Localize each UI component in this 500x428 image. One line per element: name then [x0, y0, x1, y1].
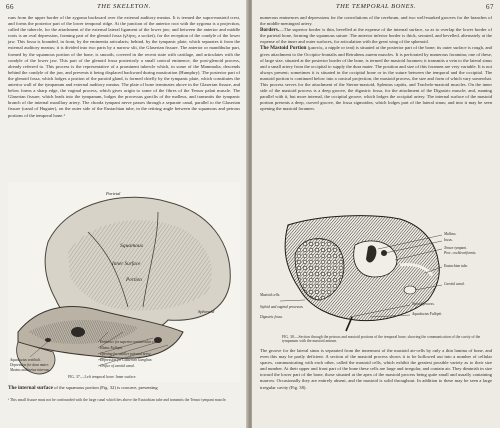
left-paragraph-2 — [8, 385, 240, 391]
fig38-label-incus: Incus. — [444, 238, 453, 242]
right-body-text-2 — [260, 348, 492, 391]
fig38-label-tensor-tympani: Tensor tympani. — [444, 246, 468, 250]
fig37-label-squamous: Squamous — [120, 243, 143, 249]
left-running-head: THE SKELETON. — [97, 3, 151, 10]
figure-37 — [8, 182, 240, 382]
fig38-label-malleus: Malleus. — [444, 232, 457, 236]
borders-heading: Borders. — [260, 27, 280, 34]
fig38-label-carotid: Carotid canal. — [444, 282, 465, 286]
temporal-bone-section-illustration — [260, 205, 492, 333]
borders-text: —The superior border is thin, bevelled at the expense of the internal surface, so as to overlap the lower border of the parietal bone, forming the squamous suture. The anterior inferior border is thick, serrated, and bevelled, alternately at the expense of the inner and outer surfaces, for articulation with the great wing of the sphenoid. — [260, 27, 492, 45]
figure-38 — [260, 205, 492, 333]
right-running-head: THE TEMPORAL BONES. — [336, 3, 416, 10]
fig38-label-eustachian: Eustachian tube. — [444, 264, 469, 268]
mastoid-text: (μαστός, a nipple or teat) is situated at the posterior part of the bone; its outer surface is rough, and gives attachment to the Occipito-frontalis and Retrahens aurem muscles. It is perforated by numerous foramina; one of these, of large size, situated at the posterior border of the bone, is termed the mastoid foramen; it transmits a vein to the lateral sinus and a small artery from the occipital to supply the dura mater. The position and size of this foramen are very variable. It is not always present; sometimes it is situated in the occipital bone or in the suture between the temporal and the occipital. The mastoid portion is continued below into a conical projection, the mastoid process, the size and form of which vary somewhat. This process serves for the attachment of the Sterno-mastoid, Splenius capitis, and Trachelo-mastoid muscles. On the inner side of the mastoid process is a deep groove, the digastric fossa, for the attachment of the Digastric muscle; and, running parallel with it, but more internal, the occipital groove, which lodges the occipital artery. The internal surface of the mastoid portion presents a deep, curved groove, the fossa sigmoidea, which lodges part of the lateral sinus; and into it may be seen opening the mastoid foramen. — [260, 45, 492, 112]
left-page — [0, 0, 248, 428]
fig37-label-gasserian: Depression for Gasserian Ganglion. — [100, 358, 153, 362]
fig37-label-petrosal: Opening for smaller petrosal nerve. — [100, 352, 152, 356]
fig38-label-aqueductus-fallopii: Aqueductus Fallopii. — [412, 312, 443, 316]
fig37-label-inner-surface: Inner Surface — [112, 261, 141, 267]
fig37-label-eminence: Eminence for superior semicircular canal. — [100, 340, 162, 344]
left-running-header — [6, 3, 242, 13]
fig37-caption: FIG. 37.—Left temporal bone. Inner surface. — [68, 375, 137, 379]
fig38-label-styloid: Styloid process. — [412, 302, 435, 306]
fig37-label-sphenoid: Sphenoid — [198, 309, 215, 314]
right-page-number: 67 — [486, 3, 494, 11]
left-page-number: 66 — [6, 3, 14, 11]
internal-surface-text: of the squamous portion (Fig. 32) is concave, presenting — [52, 385, 158, 390]
fig37-label-aqueductus-vestibuli: Aqueductus vestibuli. — [10, 358, 41, 362]
fig37-label-depression-dura: Depression for dura mater. — [10, 363, 49, 367]
fig38-label-digastric: Digastric fossa. — [260, 315, 283, 319]
fig37-label-hiatus-fallopii: Hiatus Fallopii. — [100, 346, 123, 350]
right-running-header — [258, 3, 494, 13]
mastoid-heading: The Mastoid Portion — [260, 45, 307, 52]
fig37-label-meatus-internus: Meatus auditorius internus. — [10, 368, 50, 372]
left-body-text-2 — [8, 385, 240, 391]
fig37-label-portion: Portion — [126, 277, 142, 283]
right-paragraph-2: The groove for the lateral sinus is separated from the innermost of the mastoid air-cells by only a thin lamina of bone, and even this may be partly deficient. A section of the mastoid process shows it to be hollowed out into a number of cellular spaces, communicating with each other, called the mastoid cells, which exhibit the greatest possible variety as to their size and number. At their upper and front part of the bone these cells are large and irregular, and contain air. They diminish in size toward the lower part of the bone, those situated at the apex of the mastoid process being quite small and usually containing marrow. Occasionally they are entirely absent, and the mastoid is solid throughout. In addition to these may be seen a large irregular cavity (Fig. 38). — [260, 348, 492, 390]
fig38-label-proc-cochleariformis: Proc. cochleariformis. — [444, 251, 477, 255]
left-paragraph-1: runs from the upper border of the zygoma backward over the external auditory meatus. It is termed the supra-mastoid crest, and forms the posterior part of the lower temporal ridge. At the junction of the anterior root with the zygoma is a projection, called the tubercle, for the attachment of the external lateral ligament of the lower jaw; and between the anterior and middle roots is an oval depression, forming part of the glenoid fossa (γλήνη, a socket), for the reception of the condyle of the lower jaw. This fossa is bounded, in front, by the eminentia articularis; behind, by the tympanic plate, which separates it from the external auditory meatus; it is divided into two parts by a narrow slit, the Glaserian fissure. The anterior or mandibular part, formed by the squamous portion of the bone, is smooth, covered in the recent state with cartilage, and articulates with the condyle of the lower jaw. This part of the glenoid fossa posteriorly a small conical eminence, the post-glenoid process, already referred to. This process is the representative of a prominent tubercle which, in some of the Mammalia, descends behind the condyle of the jaw, and prevents it being displaced backward during mastication (Humphry). The posterior part of the glenoid fossa, which lodges a portion of the parotid gland, is formed chiefly by the tympanic plate, which constitutes the anterior wall of the tympanum and external auditory meatus. The plate of bone terminates above in the Glaserian fissure, and below forms a sharp edge, the vaginal process, which gives origin to some of the fibres of the Tensor palati muscle. The Glaserian fissure, which leads into the tympanum, lodges the processus gracilis of the malleus, and transmits the tympanic branch of the internal maxillary artery. The chorda tympani nerve passes through a separate canal, parallel to the Glaserian fissure (canal of Huguier), on the outer side of the Eustachian tube, in the retiring angle between the squamous and petrous portions of the temporal bone.¹ — [8, 15, 240, 118]
right-paragraph-mastoid — [260, 45, 492, 112]
right-page — [252, 0, 500, 428]
fig38-label-styloid-vaginal: Styloid and vaginal processes. — [260, 305, 304, 309]
right-body-text — [260, 15, 492, 113]
fig37-label-parietal: Parietal — [106, 191, 121, 196]
left-footnote: ¹ This small fissure must not be confounded with the large canal which lies above the Eustachian tube and transmits the Tensor tympani muscle. — [8, 398, 227, 402]
fig37-label-carotid: Orifice of carotid canal. — [100, 364, 135, 368]
fig38-label-mastoid-cells: Mastoid cells. — [260, 293, 281, 297]
right-paragraph-1: numerous eminences and depressions for the convolutions of the cerebrum, and two well-marked grooves for the branches of the middle meningeal artery. — [260, 15, 492, 27]
left-body-text — [8, 15, 240, 119]
right-paragraph-borders — [260, 27, 492, 45]
internal-surface-heading: The internal surface — [8, 385, 53, 391]
fig38-caption: FIG. 38.—Section through the petrous and mastoid portions of the temporal bone, showing the communication of the cavity of the tympanum with the mastoid antrum. — [282, 335, 481, 344]
